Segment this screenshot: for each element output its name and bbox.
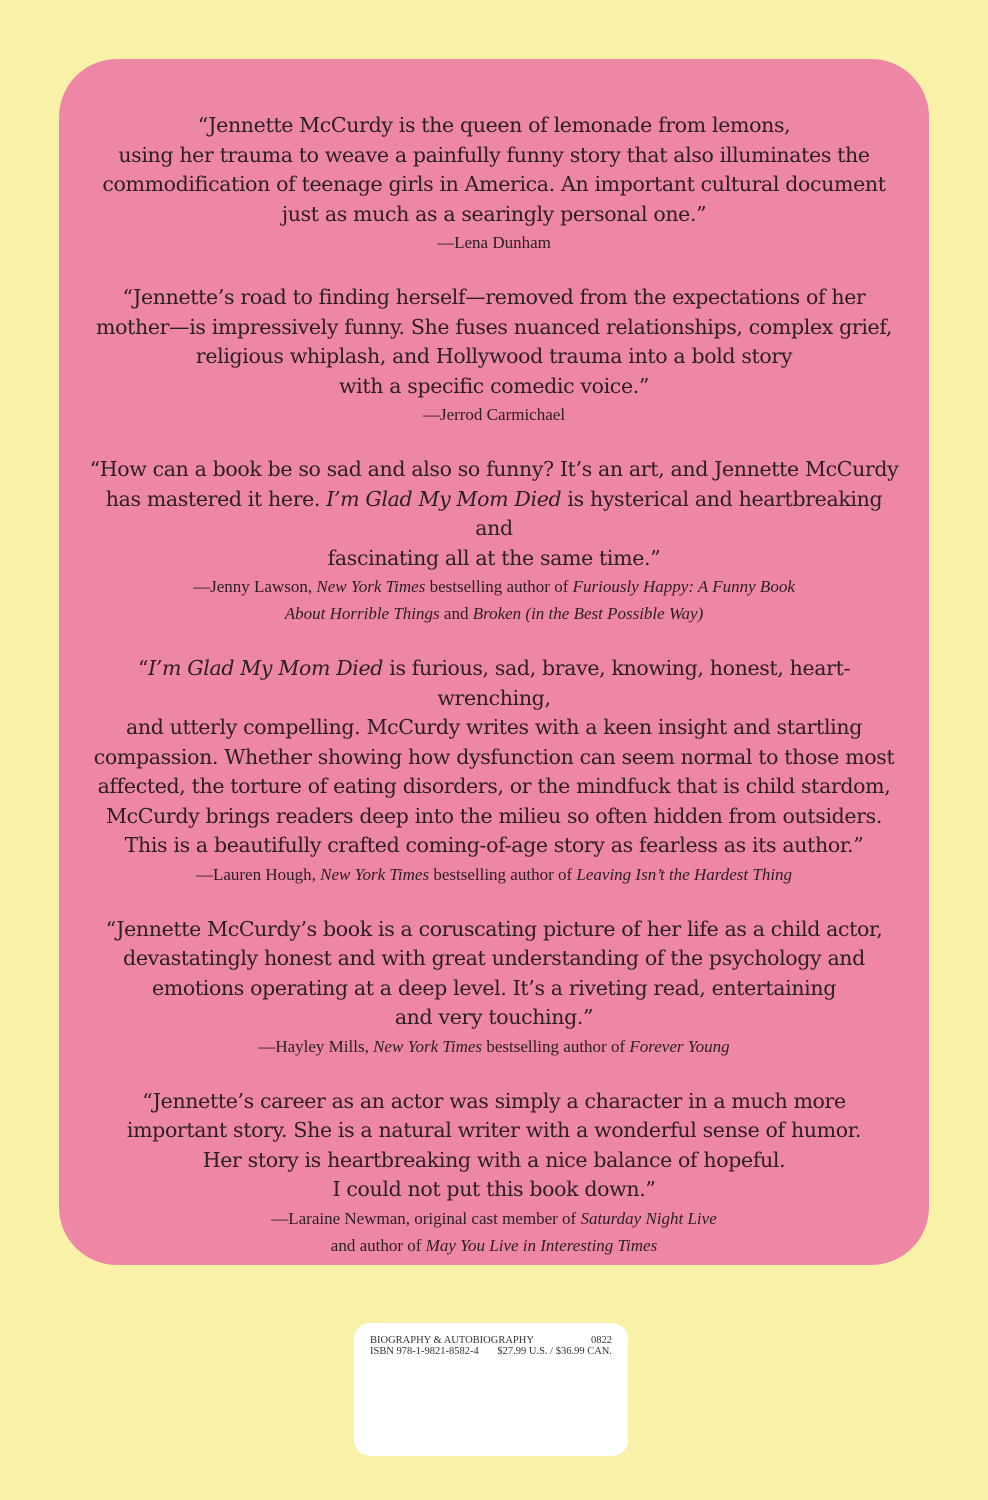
italic-title-text: I’m Glad My Mom Died xyxy=(148,656,384,680)
italic-title-text: About Horrible Things xyxy=(284,604,440,623)
italic-title-text: Saturday Night Live xyxy=(580,1208,717,1228)
review-blurb xyxy=(89,1087,899,1259)
italic-title-text: Leaving Isn’t the Hardest Thing xyxy=(576,864,793,884)
review-quote xyxy=(89,654,899,861)
quote-text: using her trauma to weave a painfully funny story that also illuminates the xyxy=(118,142,870,167)
quote-text: I could not put this book down.” xyxy=(332,1177,656,1201)
review-blurb xyxy=(89,654,899,888)
quote-text: This is a beautifully crafted coming-of-age story as fearless as its author.” xyxy=(124,833,864,857)
italic-title-text: May You Live in Interesting Times xyxy=(425,1235,658,1255)
quote-text: has mastered it here. xyxy=(105,486,327,511)
review-attribution xyxy=(89,861,899,888)
attribution-text: —Jenny Lawson, xyxy=(193,577,317,596)
quote-text: “Jennette’s road to finding herself—removed from the expectations of her xyxy=(122,285,866,309)
review-quote xyxy=(89,283,899,401)
italic-title-text: Forever Young xyxy=(629,1036,730,1056)
quote-text: “ xyxy=(137,656,149,680)
review-quote xyxy=(89,1087,899,1205)
blurbs-panel xyxy=(59,59,929,1265)
quote-text: commodification of teenage girls in America. An important cultural document xyxy=(102,172,886,196)
quote-text: McCurdy brings readers deep into the milieu so often hidden from outsiders. xyxy=(105,803,883,828)
review-blurb xyxy=(89,915,899,1060)
quote-text: emotions operating at a deep level. It’s a riveting read, entertaining xyxy=(151,975,837,1000)
review-blurb xyxy=(89,455,899,627)
quote-text: affected, the torture of eating disorders, or the mindfuck that is child stardom, xyxy=(97,774,891,798)
review-quote xyxy=(89,111,899,229)
italic-title-text: New York Times xyxy=(320,864,430,884)
barcode-label xyxy=(354,1323,628,1456)
price: $27.99 U.S. / $36.99 CAN. xyxy=(497,1346,612,1357)
review-blurb xyxy=(89,283,899,428)
quote-text: “Jennette McCurdy is the queen of lemonade from lemons, xyxy=(197,113,791,137)
quote-text: compassion. Whether showing how dysfunction can seem normal to those most xyxy=(93,744,895,769)
review-quote xyxy=(89,455,899,573)
review-attribution xyxy=(89,1205,899,1259)
quote-text: important story. She is a natural writer with a wonderful sense of humor. xyxy=(126,1118,862,1142)
attribution-text: —Hayley Mills, xyxy=(258,1036,374,1056)
barcode-isbn-row xyxy=(370,1346,612,1357)
attribution-text: —Jerrod Carmichael xyxy=(422,405,566,424)
attribution-text: bestselling author of xyxy=(429,864,577,884)
attribution-text: bestselling author of xyxy=(425,577,573,596)
attribution-text: and author of xyxy=(330,1235,426,1255)
book-category: BIOGRAPHY & AUTOBIOGRAPHY xyxy=(370,1335,534,1346)
attribution-text: —Lena Dunham xyxy=(437,233,551,252)
quote-text: is hysterical and heartbreaking and xyxy=(475,486,883,540)
italic-title-text: Furiously Happy: A Funny Book xyxy=(572,577,795,596)
italic-title-text: I’m Glad My Mom Died xyxy=(326,486,562,511)
quote-text: “How can a book be so sad and also so funny? It’s an art, and Jennette McCurdy xyxy=(89,457,899,481)
italic-title-text: New York Times xyxy=(316,577,426,596)
attribution-text: —Laraine Newman, original cast member of xyxy=(271,1208,581,1228)
quote-text: devastatingly honest and with great understanding of the psychology and xyxy=(123,946,865,970)
price-code: 0822 xyxy=(591,1335,612,1346)
barcode-category-row xyxy=(370,1335,612,1346)
quote-text: “Jennette McCurdy’s book is a coruscating picture of her life as a child actor, xyxy=(105,916,883,941)
review-attribution xyxy=(89,401,899,428)
quote-text: “Jennette’s career as an actor was simply a character in a much more xyxy=(142,1088,846,1113)
quote-text: and very touching.” xyxy=(394,1005,594,1029)
quote-text: and utterly compelling. McCurdy writes with a keen insight and startling xyxy=(125,715,862,739)
italic-title-text: New York Times xyxy=(373,1036,483,1056)
quote-text: is furious, sad, brave, knowing, honest, heart-wrenching, xyxy=(383,656,851,710)
review-quote xyxy=(89,915,899,1033)
attribution-text: bestselling author of xyxy=(482,1036,630,1056)
review-blurb xyxy=(89,111,899,256)
quote-text: religious whiplash, and Hollywood trauma into a bold story xyxy=(195,344,793,368)
attribution-text: and xyxy=(439,604,473,623)
quote-text: Her story is heartbreaking with a nice balance of hopeful. xyxy=(202,1147,786,1172)
italic-title-text: Broken (in the Best Possible Way) xyxy=(472,604,704,623)
isbn: ISBN 978-1-9821-8582-4 xyxy=(370,1346,479,1357)
review-attribution xyxy=(89,229,899,256)
quote-text: with a specific comedic voice.” xyxy=(338,373,650,398)
attribution-text: —Lauren Hough, xyxy=(195,864,321,884)
review-attribution xyxy=(89,1033,899,1060)
review-attribution xyxy=(89,573,899,627)
quote-text: mother—is impressively funny. She fuses nuanced relationships, complex grief, xyxy=(96,314,892,339)
quote-text: fascinating all at the same time.” xyxy=(327,545,661,570)
quote-text: just as much as a searingly personal one.” xyxy=(281,201,707,226)
